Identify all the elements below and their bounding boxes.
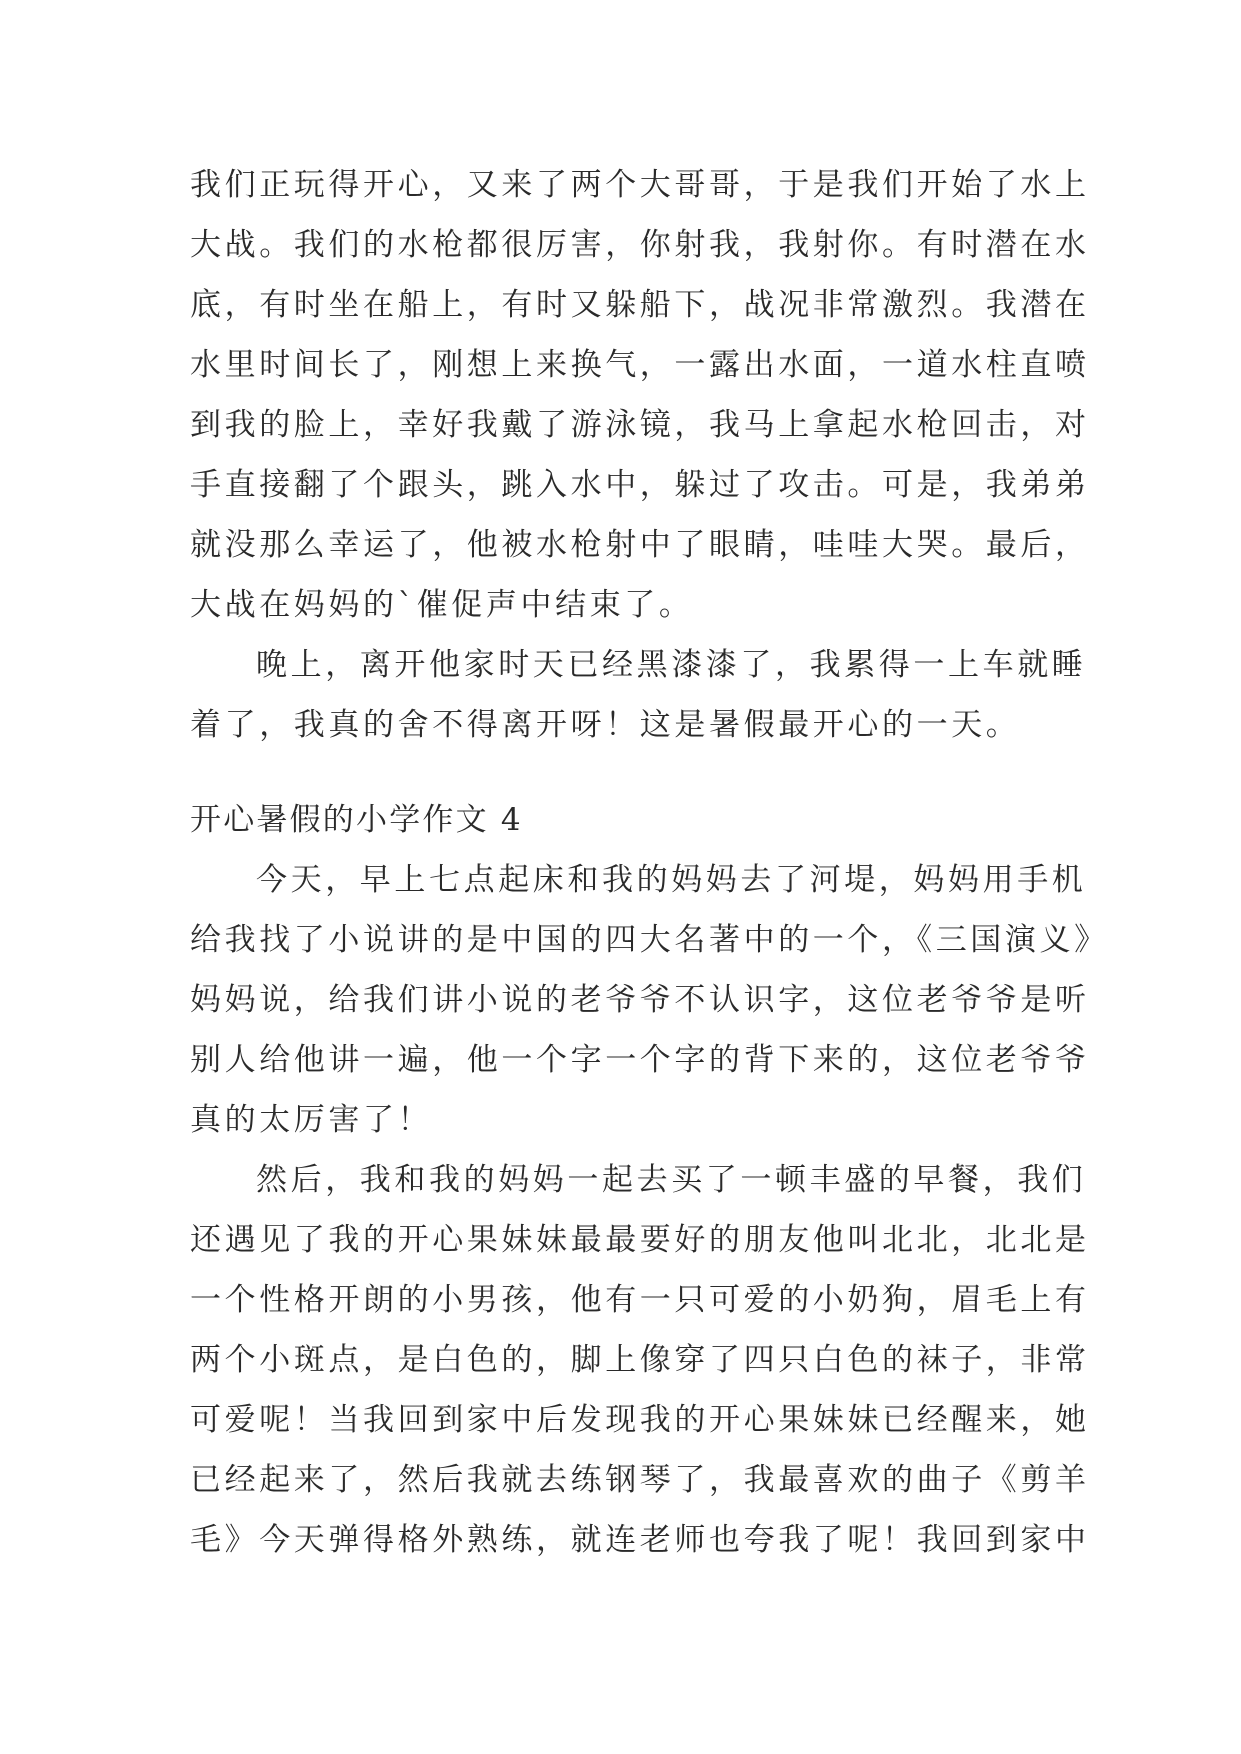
text-line: 别人给他讲一遍，他一个字一个字的背下来的，这位老爷爷 bbox=[190, 1042, 1090, 1078]
text-line: 然后，我和我的妈妈一起去买了一顿丰盛的早餐，我们 bbox=[256, 1162, 1087, 1198]
text-line: 已经起来了，然后我就去练钢琴了，我最喜欢的曲子《剪羊 bbox=[190, 1462, 1090, 1498]
text-line: 晚上，离开他家时天已经黑漆漆了，我累得一上车就睡 bbox=[256, 647, 1087, 683]
text-line: 妈妈说，给我们讲小说的老爷爷不认识字，这位老爷爷是听 bbox=[190, 982, 1090, 1018]
text-line: 手直接翻了个跟头，跳入水中，躲过了攻击。可是，我弟弟 bbox=[190, 467, 1090, 503]
paragraph-breakfast bbox=[190, 1150, 1090, 1570]
text-line: 毛》今天弹得格外熟练，就连老师也夸我了呢！我回到家中 bbox=[190, 1522, 1090, 1558]
text-line: 真的太厉害了！ bbox=[190, 1102, 433, 1138]
text-line: 大战。我们的水枪都很厉害，你射我，我射你。有时潜在水 bbox=[190, 227, 1090, 263]
text-line: 我们正玩得开心，又来了两个大哥哥，于是我们开始了水上 bbox=[190, 167, 1090, 203]
text-line: 给我找了小说讲的是中国的四大名著中的一个，《三国演义》 bbox=[190, 922, 1109, 958]
text-line: 到我的脸上，幸好我戴了游泳镜，我马上拿起水枪回击，对 bbox=[190, 407, 1090, 443]
text-line: 还遇见了我的开心果妹妹最最要好的朋友他叫北北，北北是 bbox=[190, 1222, 1090, 1258]
paragraph-morning-story bbox=[190, 850, 1109, 1150]
text-line: 可爱呢！当我回到家中后发现我的开心果妹妹已经醒来，她 bbox=[190, 1402, 1090, 1438]
text-line: 底，有时坐在船上，有时又躲船下，战况非常激烈。我潜在 bbox=[190, 287, 1090, 323]
text-line: 水里时间长了，刚想上来换气，一露出水面，一道水柱直喷 bbox=[190, 347, 1090, 383]
text-line: 一个性格开朗的小男孩，他有一只可爱的小奶狗，眉毛上有 bbox=[190, 1282, 1090, 1318]
text-line: 两个小斑点，是白色的，脚上像穿了四只白色的袜子，非常 bbox=[190, 1342, 1090, 1378]
text-line: 着了，我真的舍不得离开呀！这是暑假最开心的一天。 bbox=[190, 707, 1021, 743]
paragraph-evening bbox=[190, 635, 1087, 755]
heading-text: 开心暑假的小学作文 4 bbox=[190, 802, 523, 838]
text-line: 大战在妈妈的`催促声中结束了。 bbox=[190, 587, 694, 623]
essay-heading bbox=[190, 790, 1060, 850]
text-line: 就没那么幸运了，他被水枪射中了眼睛，哇哇大哭。最后， bbox=[190, 527, 1090, 563]
paragraph-water-battle bbox=[190, 155, 1090, 635]
text-line: 今天，早上七点起床和我的妈妈去了河堤，妈妈用手机 bbox=[256, 862, 1087, 898]
